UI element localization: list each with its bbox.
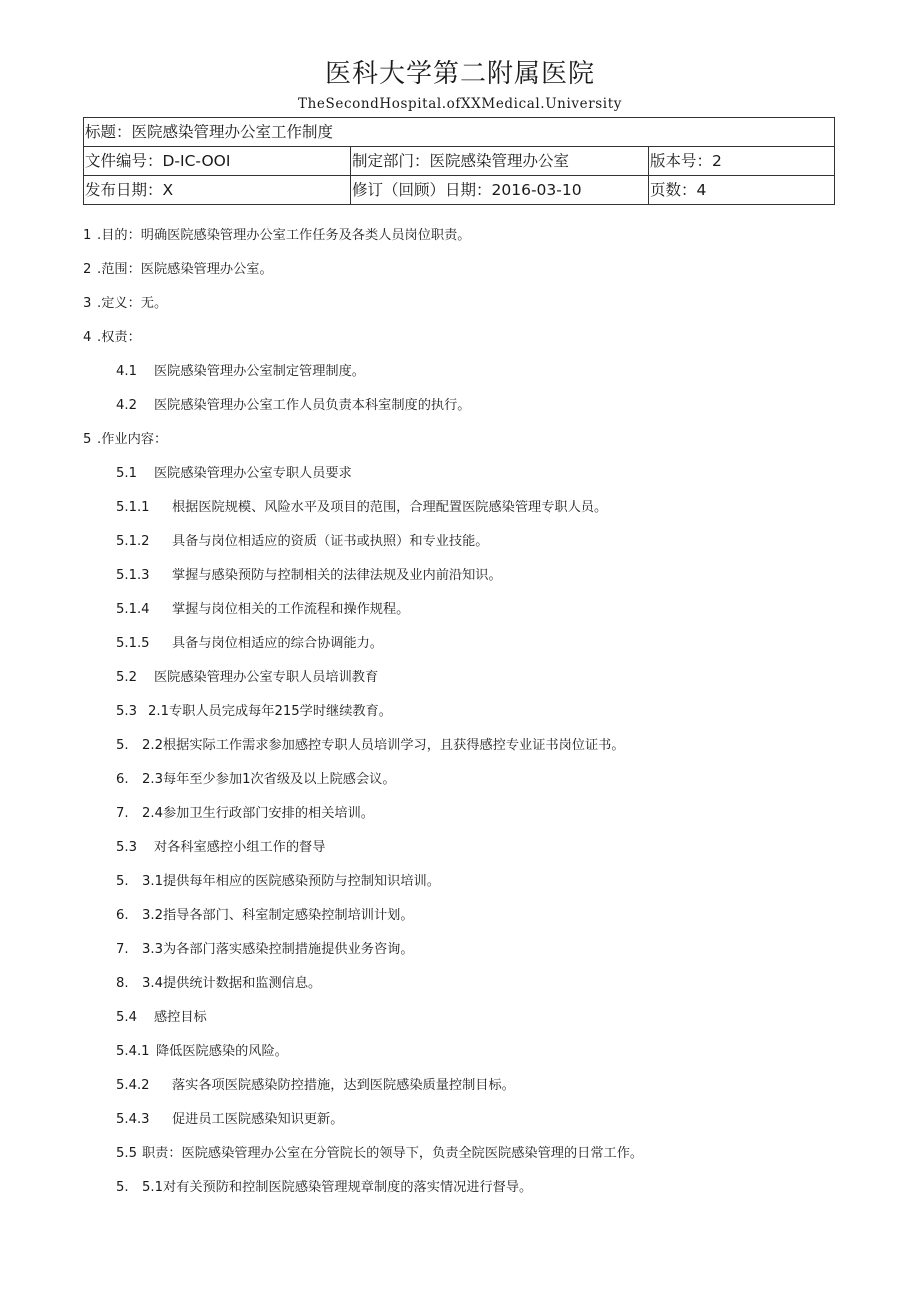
- section-item: 7. 3.3为各部门落实感染控制措施提供业务咨询。: [116, 942, 414, 957]
- section-item: 5. 3.1提供每年相应的医院感染预防与控制知识培训。: [116, 874, 440, 889]
- section-item: 5.4.2 落实各项医院感染防控措施，达到医院感染质量控制目标。: [116, 1078, 515, 1093]
- document-header-table: [83, 117, 835, 205]
- section-item: 5. 2.2根据实际工作需求参加感控专职人员培训学习，且获得感控专业证书岗位证书。: [116, 738, 625, 753]
- section-item: 5.4.3 促进员工医院感染知识更新。: [116, 1112, 344, 1127]
- doc-number: 文件编号：D-IC-OOI: [84, 147, 351, 176]
- doc-revision-date: 修订（回顾）日期：2016-03-10: [351, 176, 649, 205]
- section-item: 5.1.1 根据医院规模、风险水平及项目的范围，合理配置医院感染管理专职人员。: [116, 500, 608, 515]
- header-row-title: [84, 118, 835, 147]
- section-item: 5. 5.1对有关预防和控制医院感染管理规章制度的落实情况进行督导。: [116, 1180, 533, 1195]
- doc-version: 版本号：2: [649, 147, 835, 176]
- section-item: 4.2 医院感染管理办公室工作人员负责本科室制度的执行。: [116, 398, 471, 413]
- section-item: 4 .权责：: [83, 330, 141, 345]
- doc-release-date: 发布日期：X: [84, 176, 351, 205]
- section-item: 6. 2.3每年至少参加1次省级及以上院感会议。: [116, 772, 396, 787]
- section-item: 6. 3.2指导各部门、科室制定感染控制培训计划。: [116, 908, 414, 923]
- section-item: 8. 3.4提供统计数据和监测信息。: [116, 976, 322, 991]
- section-item: 1 .目的：明确医院感染管理办公室工作任务及各类人员岗位职责。: [83, 228, 471, 243]
- section-item: 5.2 医院感染管理办公室专职人员培训教育: [116, 670, 379, 685]
- doc-department: 制定部门：医院感染管理办公室: [351, 147, 649, 176]
- header-row-meta: [84, 147, 835, 176]
- section-item: 4.1 医院感染管理办公室制定管理制度。: [116, 364, 365, 379]
- section-item: 5.4 感控目标: [116, 1010, 207, 1025]
- section-item: 2 .范围：医院感染管理办公室。: [83, 262, 273, 277]
- doc-title: 标题：医院感染管理办公室工作制度: [84, 118, 835, 147]
- header-row-dates: [84, 176, 835, 205]
- section-item: 5.1.2 具备与岗位相适应的资质（证书或执照）和专业技能。: [116, 534, 489, 549]
- hospital-name-english: TheSecondHospital.ofXXMedical.University: [298, 96, 622, 112]
- section-item: 3 .定义：无。: [83, 296, 168, 311]
- section-item: 5.1.5 具备与岗位相适应的综合协调能力。: [116, 636, 383, 651]
- section-item: 5.1.4 掌握与岗位相关的工作流程和操作规程。: [116, 602, 410, 617]
- section-item: 5.4.1 降低医院感染的风险。: [116, 1044, 288, 1059]
- doc-pages: 页数：4: [649, 176, 835, 205]
- section-item: 5.3 对各科室感控小组工作的督导: [116, 840, 326, 855]
- section-item: 5 .作业内容：: [83, 432, 168, 447]
- hospital-name: 医科大学第二附属医院: [324, 59, 595, 89]
- section-item: 5.5 职责：医院感染管理办公室在分管院长的领导下，负责全院医院感染管理的日常工作。: [116, 1146, 644, 1161]
- section-item: 5.1 医院感染管理办公室专职人员要求: [116, 466, 352, 481]
- section-item: 5.3 2.1专职人员完成每年215学时继续教育。: [116, 704, 392, 719]
- section-item: 7. 2.4参加卫生行政部门安排的相关培训。: [116, 806, 374, 821]
- section-item: 5.1.3 掌握与感染预防与控制相关的法律法规及业内前沿知识。: [116, 568, 502, 583]
